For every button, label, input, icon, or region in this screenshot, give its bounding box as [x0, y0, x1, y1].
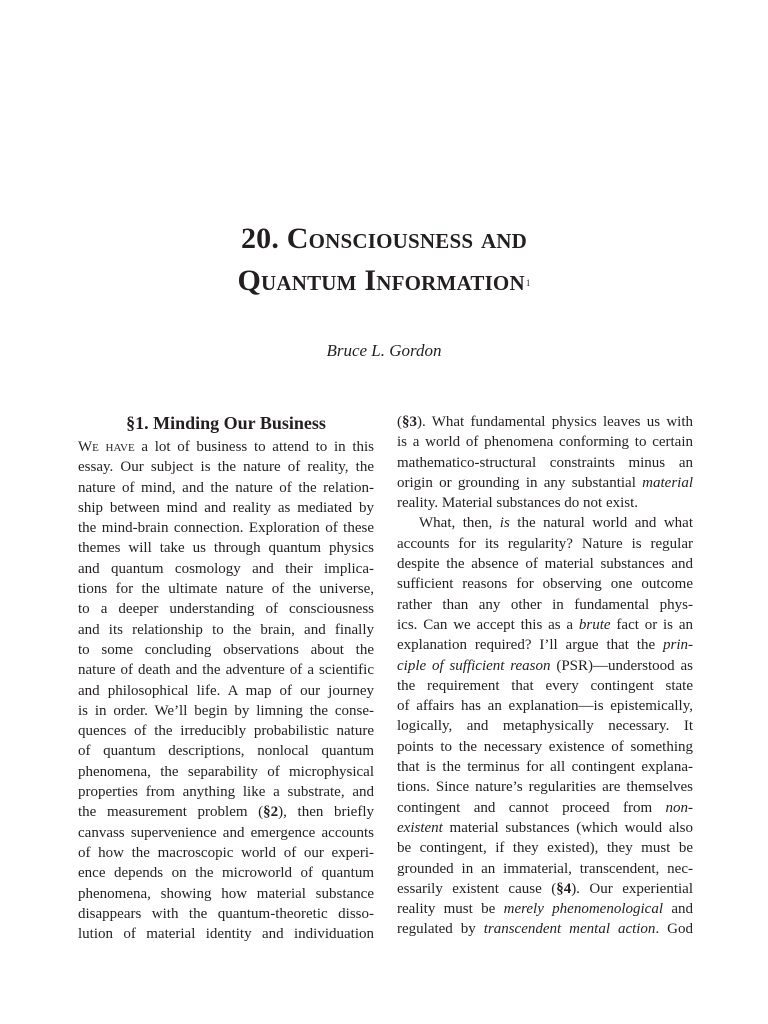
text-span: ). What fundamental physics leaves us with	[417, 414, 693, 430]
text-line: to some concluding observations about the	[78, 641, 374, 658]
text-line	[397, 919, 693, 939]
text-span: fact or is an	[610, 616, 693, 633]
text-line: phenomena, showing how material substance	[78, 885, 374, 902]
text-line: and its relationship to the brain, and finally	[78, 621, 374, 638]
text-span: ). Our experiential	[571, 880, 693, 897]
section-ref-2[interactable]: §2	[263, 804, 279, 821]
emphasis: existent	[397, 819, 443, 836]
text-line	[397, 656, 693, 676]
text-line: ence depends on the microworld of quantum	[78, 865, 374, 882]
section-ref-4[interactable]: §4	[556, 880, 572, 897]
text-line	[397, 473, 693, 493]
emphasis: brute	[578, 616, 611, 633]
text-line: be contingent, if they existed), they must be	[397, 840, 693, 857]
text-line: of how the macroscopic world of our experi-	[78, 844, 374, 861]
text-span: ics. Can we accept this as a	[397, 616, 579, 633]
emphasis: merely phenomenological	[503, 901, 663, 918]
text-line: and quantum cosmology and their implica-	[78, 560, 374, 577]
text-span: explanation required? I’ll argue that the	[397, 637, 663, 654]
text-span: material substances (which would also	[442, 819, 693, 836]
section-heading: §1. Minding Our Business	[126, 413, 326, 433]
text-line: points to the necessary existence of something	[397, 738, 693, 755]
chapter-title-line-2-text: Quantum Information	[237, 264, 525, 297]
text-line: reality. Material substances do not exist.	[397, 495, 639, 512]
text-span: What, then,	[419, 515, 500, 532]
text-line: tions for the ultimate nature of the universe,	[78, 581, 374, 598]
text-line: accounts for its regularity? Nature is regular	[397, 535, 693, 552]
text-span: (PSR)—understood as	[550, 657, 693, 674]
text-line: logically, and metaphysically necessary. It	[397, 718, 693, 735]
emphasis: prin-	[663, 637, 693, 654]
text-line	[78, 802, 374, 822]
text-line: sufficient reasons for observing one outcome	[397, 576, 693, 593]
emphasis: material	[642, 474, 693, 491]
text-line: of affairs has an explanation—is epistemically,	[397, 698, 693, 715]
text-span: ), then briefly	[278, 804, 374, 821]
text-span: the natural world and what	[509, 515, 693, 532]
author-name: Bruce L. Gordon	[326, 341, 442, 360]
text-line: rather than any other in fundamental phys-	[397, 596, 693, 613]
text-span: essarily existent cause (	[397, 880, 557, 897]
text-line: themes will take us through quantum physics	[78, 540, 374, 557]
text-span: . God	[655, 921, 693, 938]
text-line: disappears with the quantum-theoretic disso-	[78, 905, 374, 922]
text-line: ship between mind and reality as mediated by	[78, 499, 374, 516]
text-line: the requirement that every contingent state	[397, 677, 693, 694]
text-line: quences of the irreducibly probabilistic nature	[78, 723, 374, 740]
text-line: nature of death and the adventure of a scientific	[78, 662, 374, 679]
text-line: nature of mind, and the nature of the relation-	[78, 479, 374, 496]
text-line	[78, 437, 374, 457]
text-line	[397, 899, 693, 919]
text-line: of quantum descriptions, nonlocal quantum	[78, 743, 374, 760]
text-span: a lot of business to attend to in this	[134, 439, 374, 455]
text-line	[397, 635, 693, 655]
text-line: essay. Our subject is the nature of reality, the	[78, 459, 374, 476]
emphasis: transcendent mental action	[483, 921, 656, 938]
text-line: is a world of phenomena conforming to certain	[397, 434, 693, 451]
emphasis: ciple of sufficient reason	[397, 657, 551, 674]
lead-in-smallcaps: We have	[78, 439, 135, 455]
text-line: is in order. We’ll begin by limning the conse-	[78, 702, 374, 719]
text-line	[397, 615, 693, 635]
text-span: regulated by	[397, 921, 484, 938]
text-span: reality must be	[397, 901, 504, 918]
text-line: to a deeper understanding of consciousness	[78, 601, 374, 618]
left-column	[78, 437, 374, 944]
text-span: and	[663, 901, 693, 918]
text-line	[397, 818, 693, 838]
text-line: canvass supervenience and emergence accounts	[78, 824, 374, 841]
emphasis: is	[499, 515, 510, 532]
text-line: despite the absence of material substances and	[397, 556, 693, 573]
section-ref-3[interactable]: §3	[402, 414, 417, 430]
text-line: mathematico-structural constraints minus an	[397, 454, 693, 471]
text-line	[397, 798, 693, 818]
text-span: contingent and cannot proceed from	[397, 799, 666, 816]
text-line: and philosophical life. A map of our journey	[78, 682, 374, 699]
text-line	[397, 513, 693, 533]
text-line: that is the terminus for all contingent explana-	[397, 759, 693, 776]
text-line	[397, 879, 693, 899]
text-line: lution of material identity and individuation	[78, 926, 374, 943]
text-span: the measurement problem (	[78, 804, 264, 821]
text-span: origin or grounding in any substantial	[397, 474, 643, 491]
chapter-title-line-1: 20. Consciousness and	[240, 222, 528, 255]
right-column	[397, 412, 693, 940]
emphasis: non-	[665, 799, 693, 816]
chapter-title	[0, 218, 768, 302]
text-line: grounded in an immaterial, transcendent, nec-	[397, 860, 693, 877]
footnote-marker[interactable]: 1	[525, 278, 531, 288]
text-line: the mind-brain connection. Exploration of these	[78, 520, 374, 537]
text-line: (§3). What fundamental physics leaves us with	[397, 414, 693, 430]
chapter-title-line-2	[0, 260, 768, 302]
text-line: tions. Since nature’s regularities are themselves	[397, 779, 693, 796]
text-line: properties from anything like a substrate, and	[78, 784, 374, 801]
text-line: phenomena, the separability of microphysical	[78, 763, 374, 780]
